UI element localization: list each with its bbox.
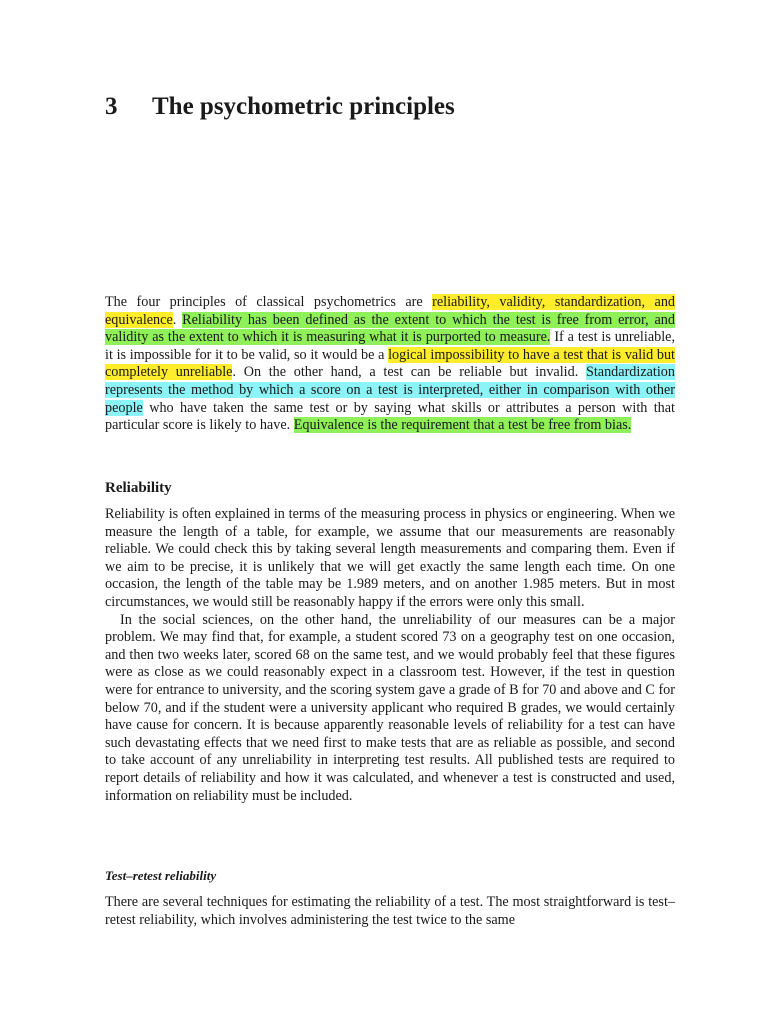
chapter-title: The psychometric principles <box>152 93 455 120</box>
intro-text-segment: who have taken the same test or by saying what skills or attributes a person with that particular score is likely to have. <box>105 399 675 434</box>
intro-text-segment: If a test is unreliable, it is impossible for it to be valid, so it would be a <box>105 329 675 363</box>
chapter-heading <box>105 90 455 124</box>
intro-text-segment: . On the other hand, a test can be reliable but invalid. <box>232 364 586 381</box>
test-retest-paragraph: There are several techniques for estimating the reliability of a test. The most straightforward is test–retest reliability, which involves administering the test twice to the same <box>105 894 675 928</box>
intro-highlight-segment: Standardization represents the method by which a score on a test is interpreted, either in comparison with other people <box>105 364 675 416</box>
reliability-paragraph: In the social sciences, on the other hand, the unreliability of our measures can be a major problem. We may find that, for example, a student scored 73 on a geography test on one occasion, and then two weeks later, scored 68 on the same test, and we would probably feel that these figures were as close as we could reasonably expect in a classroom test. However, if the test in question were for entrance to university, and the scoring system gave a grade of B for 70 and above and C for below 70, and if the student were a university applicant who required B grades, we would certainly have cause for concern. It is because apparently reasonable levels of reliability for a test can have such devastating effects that we need first to make tests that are as reliable as possible, and second to take account of any unreliability in interpreting test results. All published tests are required to report details of reliability and how it was calculated, and whenever a test is constructed and used, information on reliability must be included. <box>105 611 675 804</box>
reliability-body <box>105 506 675 805</box>
intro-paragraph <box>105 294 675 435</box>
subsection-heading-test-retest: Test–retest reliability <box>105 868 217 883</box>
section-heading-reliability: Reliability <box>105 480 172 496</box>
intro-text-segment: . <box>172 311 183 328</box>
chapter-number: 3 <box>105 93 118 120</box>
intro-highlight-segment: Reliability has been defined as the extent to which the test is free from error, and validity as the extent to which it is measuring what it is purported to measure. <box>105 311 675 346</box>
reliability-paragraph: Reliability is often explained in terms of the measuring process in physics or engineering. When we measure the length of a table, for example, we assume that our measurements are reasonably reliable. We could check this by taking several length measurements and comparing them. Even if we aim to be precise, it is unlikely that we will get exactly the same length each time. On one occasion, the length of the table may be 1.989 meters, and on another 1.985 meters. But in most circumstances, we would still be reasonably happy if the errors were only this small. <box>105 506 675 610</box>
intro-text-segment: The four principles of classical psychometrics are <box>105 294 433 310</box>
intro-highlight-segment: reliability, validity, standardization, and equivalence <box>105 294 676 328</box>
intro-highlight-segment: Equivalence is the requirement that a test be free from bias. <box>293 417 632 434</box>
intro-highlight-segment: logical impossibility to have a test that is valid but completely unreliable <box>105 346 675 381</box>
